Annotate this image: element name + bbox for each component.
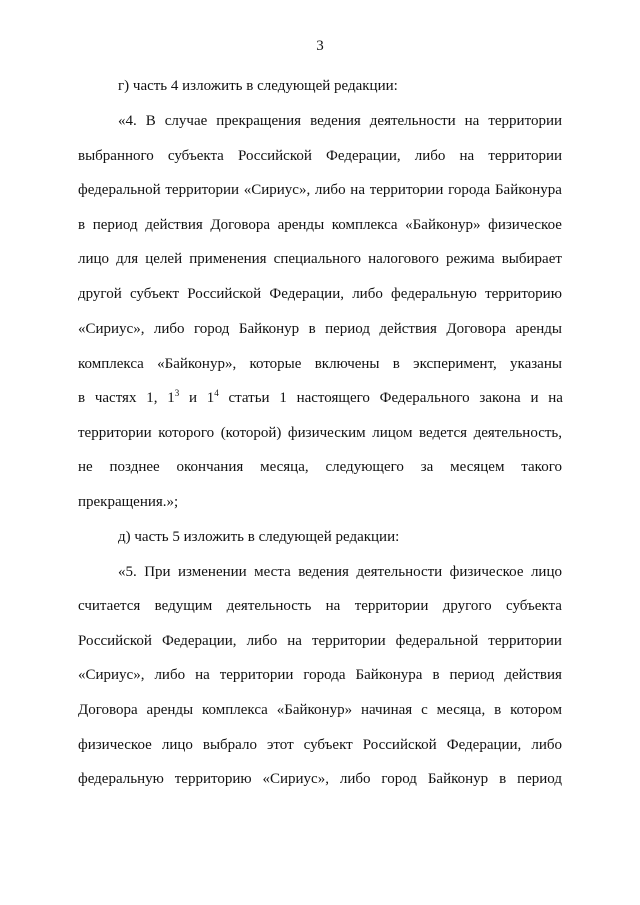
word: деятельность: [226, 598, 312, 614]
word: лицо: [161, 737, 193, 753]
word: аренды: [277, 217, 325, 233]
word: на: [325, 598, 341, 614]
word: выбирает: [501, 251, 562, 267]
word: на: [287, 633, 302, 649]
word: территорию: [485, 286, 562, 302]
word: федеральную: [391, 286, 477, 302]
paragraph-line: [78, 666, 562, 684]
word: в: [392, 356, 400, 372]
word: считается: [78, 598, 141, 614]
word: Байконур: [427, 771, 489, 787]
word: физическим: [287, 425, 366, 441]
word: в: [499, 771, 507, 787]
word: субъект: [303, 737, 353, 753]
paragraph-line: [78, 632, 562, 650]
word: ведущим: [154, 598, 213, 614]
word: «Сириус»,: [262, 771, 329, 787]
word: «Байконур»: [405, 217, 481, 233]
paragraph-line: [78, 285, 562, 303]
word: город: [381, 771, 417, 787]
word: физическое: [488, 217, 562, 233]
paragraph-line: [78, 597, 562, 615]
word: города: [448, 182, 491, 198]
word: для: [116, 251, 139, 267]
paragraph-line: [78, 147, 562, 165]
word: другой: [78, 286, 122, 302]
word: федеральную: [78, 771, 164, 787]
word: комплекса: [202, 702, 268, 718]
word: федеральной: [395, 633, 479, 649]
word: месяца,: [436, 702, 486, 718]
word: на: [464, 113, 480, 129]
word: Российской: [187, 286, 262, 302]
word: действия: [145, 217, 203, 233]
paragraph-line: [118, 112, 562, 130]
word: либо: [531, 737, 562, 753]
word: физическое: [449, 564, 524, 580]
paragraph-line: [78, 181, 562, 199]
word: Федерации,: [269, 286, 344, 302]
word: которые: [249, 356, 302, 372]
paragraph-line: [78, 320, 562, 338]
word: на: [459, 148, 475, 164]
word: эксперимент,: [413, 356, 497, 372]
word: ведения: [310, 113, 361, 129]
word: территорию: [174, 771, 252, 787]
word: другого: [442, 598, 492, 614]
word: либо: [246, 633, 278, 649]
paragraph-line: [78, 770, 562, 788]
word: федеральной: [78, 182, 161, 198]
word: территории: [165, 182, 240, 198]
word: окончания: [176, 459, 244, 475]
superscript: 3: [174, 388, 180, 398]
word: физическое: [78, 737, 152, 753]
word: ведется: [418, 425, 468, 441]
word: Федерации,: [446, 737, 522, 753]
word: «Байконур»: [276, 702, 353, 718]
word: город: [193, 321, 230, 337]
word: начиная: [360, 702, 413, 718]
word: деятельности: [356, 564, 443, 580]
word: Байконур: [238, 321, 300, 337]
word: территории: [369, 182, 444, 198]
word: за: [420, 459, 434, 475]
superscript: 4: [214, 388, 219, 398]
word: либо: [314, 182, 346, 198]
word: При: [144, 564, 171, 580]
line-text: в частях 1, 1: [78, 390, 175, 406]
word: месяца,: [260, 459, 309, 475]
word: субъекта: [506, 598, 562, 614]
word: либо: [339, 771, 371, 787]
word: территории: [311, 633, 386, 649]
word: Федерации,: [161, 633, 237, 649]
word: территории: [354, 598, 429, 614]
word: либо: [153, 321, 185, 337]
paragraph-line: [78, 389, 562, 407]
word: Российской: [362, 737, 437, 753]
word: не: [78, 459, 93, 475]
paragraph-line: [78, 355, 562, 373]
word: территории: [488, 148, 562, 164]
word: города: [303, 667, 346, 683]
word: с: [421, 702, 428, 718]
paragraph-line: [78, 458, 562, 476]
word: «Сириус»,: [78, 667, 145, 683]
word: включены: [314, 356, 380, 372]
word: действия: [379, 321, 437, 337]
word: Российской: [237, 148, 312, 164]
word: на: [195, 667, 210, 683]
word: период: [92, 217, 138, 233]
word: в: [78, 217, 86, 233]
word: изменении: [178, 564, 247, 580]
word: аренды: [515, 321, 562, 337]
word: специального: [273, 251, 361, 267]
line-text: статьи 1 настоящего Федерального закона и на: [218, 390, 563, 406]
word: «4.: [118, 113, 137, 129]
line-text: и 1: [179, 390, 215, 406]
word: территории: [219, 667, 294, 683]
word: Федерации,: [326, 148, 401, 164]
word: либо: [154, 667, 186, 683]
word: лицом: [372, 425, 413, 441]
word: позднее: [109, 459, 160, 475]
word: территории: [488, 113, 562, 129]
word: прекращения: [216, 113, 302, 129]
word: период: [325, 321, 371, 337]
word: Договора: [78, 702, 138, 718]
word: период: [517, 771, 562, 787]
word: аренды: [146, 702, 194, 718]
word: лицо: [78, 251, 110, 267]
word: территории: [78, 425, 152, 441]
word: в: [308, 321, 316, 337]
word: указаны: [510, 356, 562, 372]
word: на: [350, 182, 365, 198]
word: этот: [266, 737, 294, 753]
word: случае: [164, 113, 208, 129]
word: (которой): [220, 425, 282, 441]
word: Российской: [78, 633, 152, 649]
word: в: [494, 702, 502, 718]
word: деятельность,: [473, 425, 562, 441]
word: выбранного: [78, 148, 154, 164]
word: котором: [510, 702, 562, 718]
word: либо: [352, 286, 383, 302]
word: ведения: [298, 564, 349, 580]
word: субъект: [129, 286, 180, 302]
paragraph-line: прекращения.»;: [78, 494, 179, 510]
paragraph-line: [118, 563, 562, 581]
word: месяцем: [450, 459, 505, 475]
word: следующего: [325, 459, 404, 475]
paragraph-line: г) часть 4 изложить в следующей редакции:: [118, 78, 398, 94]
word: выбрало: [202, 737, 257, 753]
word: лицо: [530, 564, 562, 580]
word: В: [145, 113, 156, 129]
paragraph-line: [78, 424, 562, 442]
word: территории: [488, 633, 562, 649]
paragraph-line: [78, 216, 562, 234]
word: действия: [504, 667, 562, 683]
word: Договора: [446, 321, 507, 337]
word: деятельности: [369, 113, 456, 129]
word: комплекса: [331, 217, 398, 233]
paragraph-line: [78, 736, 562, 754]
word: налогового: [368, 251, 439, 267]
word: которого: [158, 425, 215, 441]
word: комплекса: [78, 356, 144, 372]
paragraph-line: [78, 250, 562, 268]
word: «Сириус»,: [243, 182, 311, 198]
paragraph-line: д) часть 5 изложить в следующей редакции:: [118, 529, 400, 545]
word: такого: [521, 459, 562, 475]
word: режима: [446, 251, 495, 267]
word: Байконура: [494, 182, 562, 198]
page-number: 3: [316, 38, 324, 54]
word: Байконура: [355, 667, 423, 683]
word: период: [449, 667, 495, 683]
word: «Байконур»,: [157, 356, 237, 372]
word: целей: [145, 251, 183, 267]
word: места: [254, 564, 291, 580]
paragraph-line: [78, 701, 562, 719]
word: либо: [414, 148, 446, 164]
word: субъекта: [167, 148, 224, 164]
word: «5.: [118, 564, 137, 580]
word: в: [432, 667, 440, 683]
word: применения: [189, 251, 267, 267]
word: «Сириус»,: [78, 321, 145, 337]
word: Договора: [210, 217, 270, 233]
